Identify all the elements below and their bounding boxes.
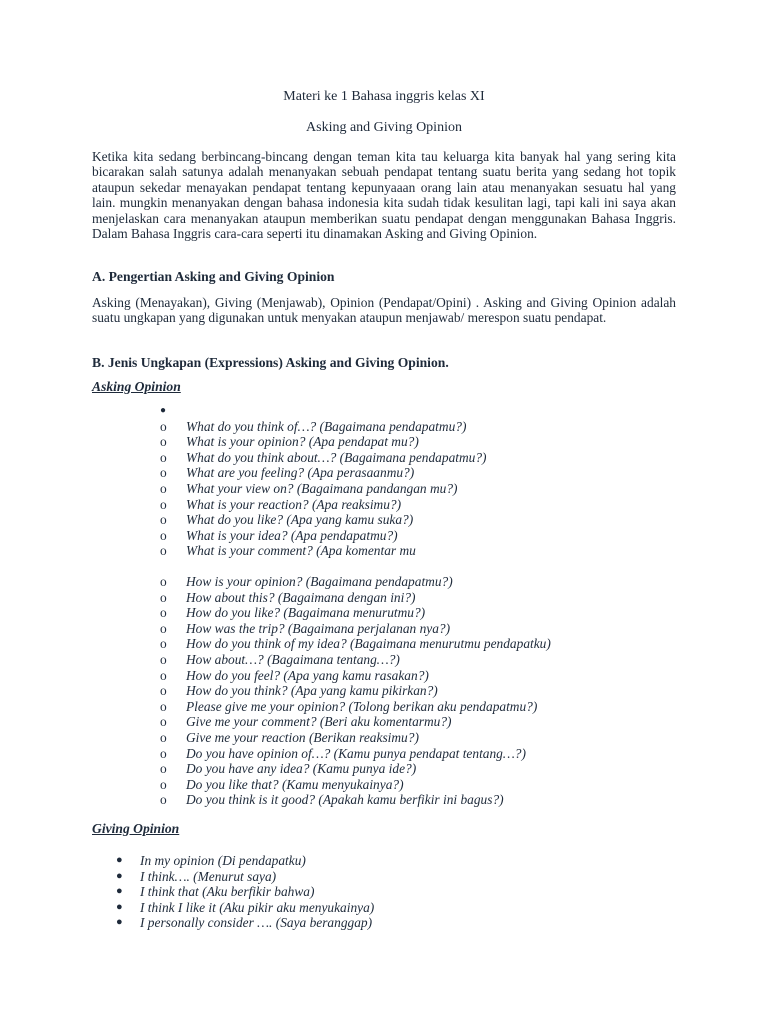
circle-marker: o	[160, 620, 167, 636]
list-item-text: I think I like it (Aku pikir aku menyukainya)	[140, 899, 375, 915]
list-item-text: Give me your reaction (Berikan reaksimu?)	[186, 729, 419, 745]
bullet-marker: ●	[160, 405, 167, 416]
asking-opinion-label: Asking Opinion	[92, 379, 181, 394]
list-item-text: I think that (Aku berfikir bahwa)	[140, 884, 315, 900]
list-item	[160, 465, 487, 481]
list-item-text: How about…? (Bagaimana tentang…?)	[186, 651, 400, 667]
list-item	[116, 915, 374, 931]
circle-marker: o	[160, 683, 167, 699]
list-item-text: Give me your comment? (Beri aku komentarmu?)	[186, 714, 452, 730]
circle-marker: o	[160, 761, 167, 777]
list-item	[160, 699, 551, 715]
list-item	[160, 636, 551, 652]
list-item-text: Do you have opinion of…? (Kamu punya pendapat tentang…?)	[186, 745, 526, 761]
section-b-heading: B. Jenis Ungkapan (Expressions) Asking and Giving Opinion.	[92, 355, 449, 370]
list-item	[160, 605, 551, 621]
circle-marker: o	[160, 418, 167, 434]
list-item-text: How do you think of my idea? (Bagaimana menurutmu pendapatku)	[186, 636, 551, 652]
circle-marker: o	[160, 605, 167, 621]
circle-marker: o	[160, 714, 167, 730]
list-item-text: Do you think is it good? (Apakah kamu berfikir ini bagus?)	[186, 792, 504, 808]
list-item	[160, 543, 487, 559]
giving-list	[116, 853, 374, 931]
circle-marker: o	[160, 776, 167, 792]
list-item-text: Do you like that? (Kamu menyukainya?)	[186, 776, 404, 792]
circle-marker: o	[160, 434, 167, 450]
list-item	[160, 652, 551, 668]
list-item-text: What is your opinion? (Apa pendapat mu?)	[186, 434, 419, 450]
circle-marker: o	[160, 792, 167, 808]
intro-paragraph: Ketika kita sedang berbincang-bincang dengan teman kita tau keluarga kita banyak hal yang sering kita bicarakan salah satunya adalah menanyakan sebuah pendapat tentang suatu berita yang sedang hot topik ataupun sekedar menayakan pendapat tentang kepunyaaan orang lain atau menanyakan sesuatu hal yang lain. mungkin menanyakan dengan bahasa indonesia kita sudah tidak kesulitan lagi, tapi kali ini saya akan menjelaskan cara menanyakan ataupun memberikan suatu pendapat dengan menggunakan Bahasa Inggris. Dalam Bahasa Inggris cara-cara seperti itu dinamakan Asking and Giving Opinion.	[92, 149, 676, 242]
list-item	[160, 668, 551, 684]
list-item	[160, 481, 487, 497]
list-item-text: In my opinion (Di pendapatku)	[140, 853, 306, 868]
bullet-marker: ●	[116, 885, 123, 898]
circle-marker: o	[160, 480, 167, 496]
list-item	[160, 574, 551, 590]
list-item	[160, 528, 487, 544]
list-item	[160, 761, 551, 777]
list-item-text: What do you think about…? (Bagaimana pendapatmu?)	[186, 449, 487, 465]
list-item	[160, 590, 551, 606]
list-item-text: What is your comment? (Apa komentar mu	[186, 543, 416, 559]
list-item	[160, 777, 551, 793]
circle-marker: o	[160, 745, 167, 761]
list-item-text: I think…. (Menurut saya)	[140, 868, 277, 884]
circle-marker: o	[160, 527, 167, 543]
list-item-text: Do you have any idea? (Kamu punya ide?)	[186, 761, 417, 777]
section-a-body: Asking (Menayakan), Giving (Menjawab), Opinion (Pendapat/Opini) . Asking and Giving Opinion adalah suatu ungkapan yang digunakan untuk menyakan ataupun menjawab/ merespon suatu pendapat.	[92, 295, 676, 326]
circle-marker: o	[160, 512, 167, 528]
list-item	[160, 434, 487, 450]
list-item	[160, 450, 487, 466]
circle-marker: o	[160, 574, 167, 589]
list-item	[160, 683, 551, 699]
bullet-marker: ●	[116, 854, 123, 866]
circle-marker: o	[160, 589, 167, 605]
list-item-text: What is your reaction? (Apa reaksimu?)	[186, 496, 402, 512]
list-item-text: What is your idea? (Apa pendapatmu?)	[186, 527, 398, 543]
document-title: Materi ke 1 Bahasa inggris kelas XI	[283, 89, 485, 104]
list-item-text: What do you think of…? (Bagaimana pendapatmu?)	[186, 418, 467, 434]
circle-marker: o	[160, 667, 167, 683]
list-item-text: I personally consider …. (Saya beranggap)	[140, 915, 373, 931]
circle-marker: o	[160, 496, 167, 512]
list-item	[116, 900, 374, 916]
circle-marker: o	[160, 465, 167, 481]
list-item-text: How is your opinion? (Bagaimana pendapatmu?)	[186, 574, 453, 589]
bullet-marker: ●	[116, 900, 123, 913]
list-item	[160, 497, 487, 513]
circle-marker: o	[160, 651, 167, 667]
list-item	[160, 746, 551, 762]
list-item	[160, 714, 551, 730]
circle-marker: o	[160, 636, 167, 652]
list-item-text: Please give me your opinion? (Tolong berikan aku pendapatmu?)	[186, 698, 538, 714]
list-item-text: What your view on? (Bagaimana pandangan mu?)	[186, 480, 458, 496]
giving-opinion-label: Giving Opinion	[92, 821, 180, 836]
list-item-text: How do you feel? (Apa yang kamu rasakan?)	[186, 667, 429, 683]
list-item-text: What are you feeling? (Apa perasaanmu?)	[186, 465, 415, 481]
asking-list-2	[160, 574, 551, 808]
list-item-text: How about this? (Bagaimana dengan ini?)	[186, 589, 416, 605]
list-item-text: How do you think? (Apa yang kamu pikirkan?)	[186, 683, 438, 699]
list-item	[160, 730, 551, 746]
list-item	[160, 621, 551, 637]
circle-marker: o	[160, 698, 167, 714]
list-item	[116, 884, 374, 900]
list-item	[160, 419, 487, 435]
list-item	[160, 792, 551, 808]
bullet-marker: ●	[116, 869, 123, 882]
circle-marker: o	[160, 543, 167, 559]
list-item	[160, 403, 487, 419]
circle-marker: o	[160, 729, 167, 745]
section-a-heading: A. Pengertian Asking and Giving Opinion	[92, 269, 335, 284]
asking-list-1	[160, 403, 487, 559]
list-item-text: What do you like? (Apa yang kamu suka?)	[186, 512, 414, 528]
bullet-marker: ●	[116, 916, 123, 929]
circle-marker: o	[160, 449, 167, 465]
list-item-text: How was the trip? (Bagaimana perjalanan nya?)	[186, 620, 451, 636]
document-subtitle: Asking and Giving Opinion	[306, 120, 462, 135]
list-item-text: How do you like? (Bagaimana menurutmu?)	[186, 605, 426, 621]
list-item	[116, 869, 374, 885]
list-item	[116, 853, 374, 869]
list-item	[160, 512, 487, 528]
